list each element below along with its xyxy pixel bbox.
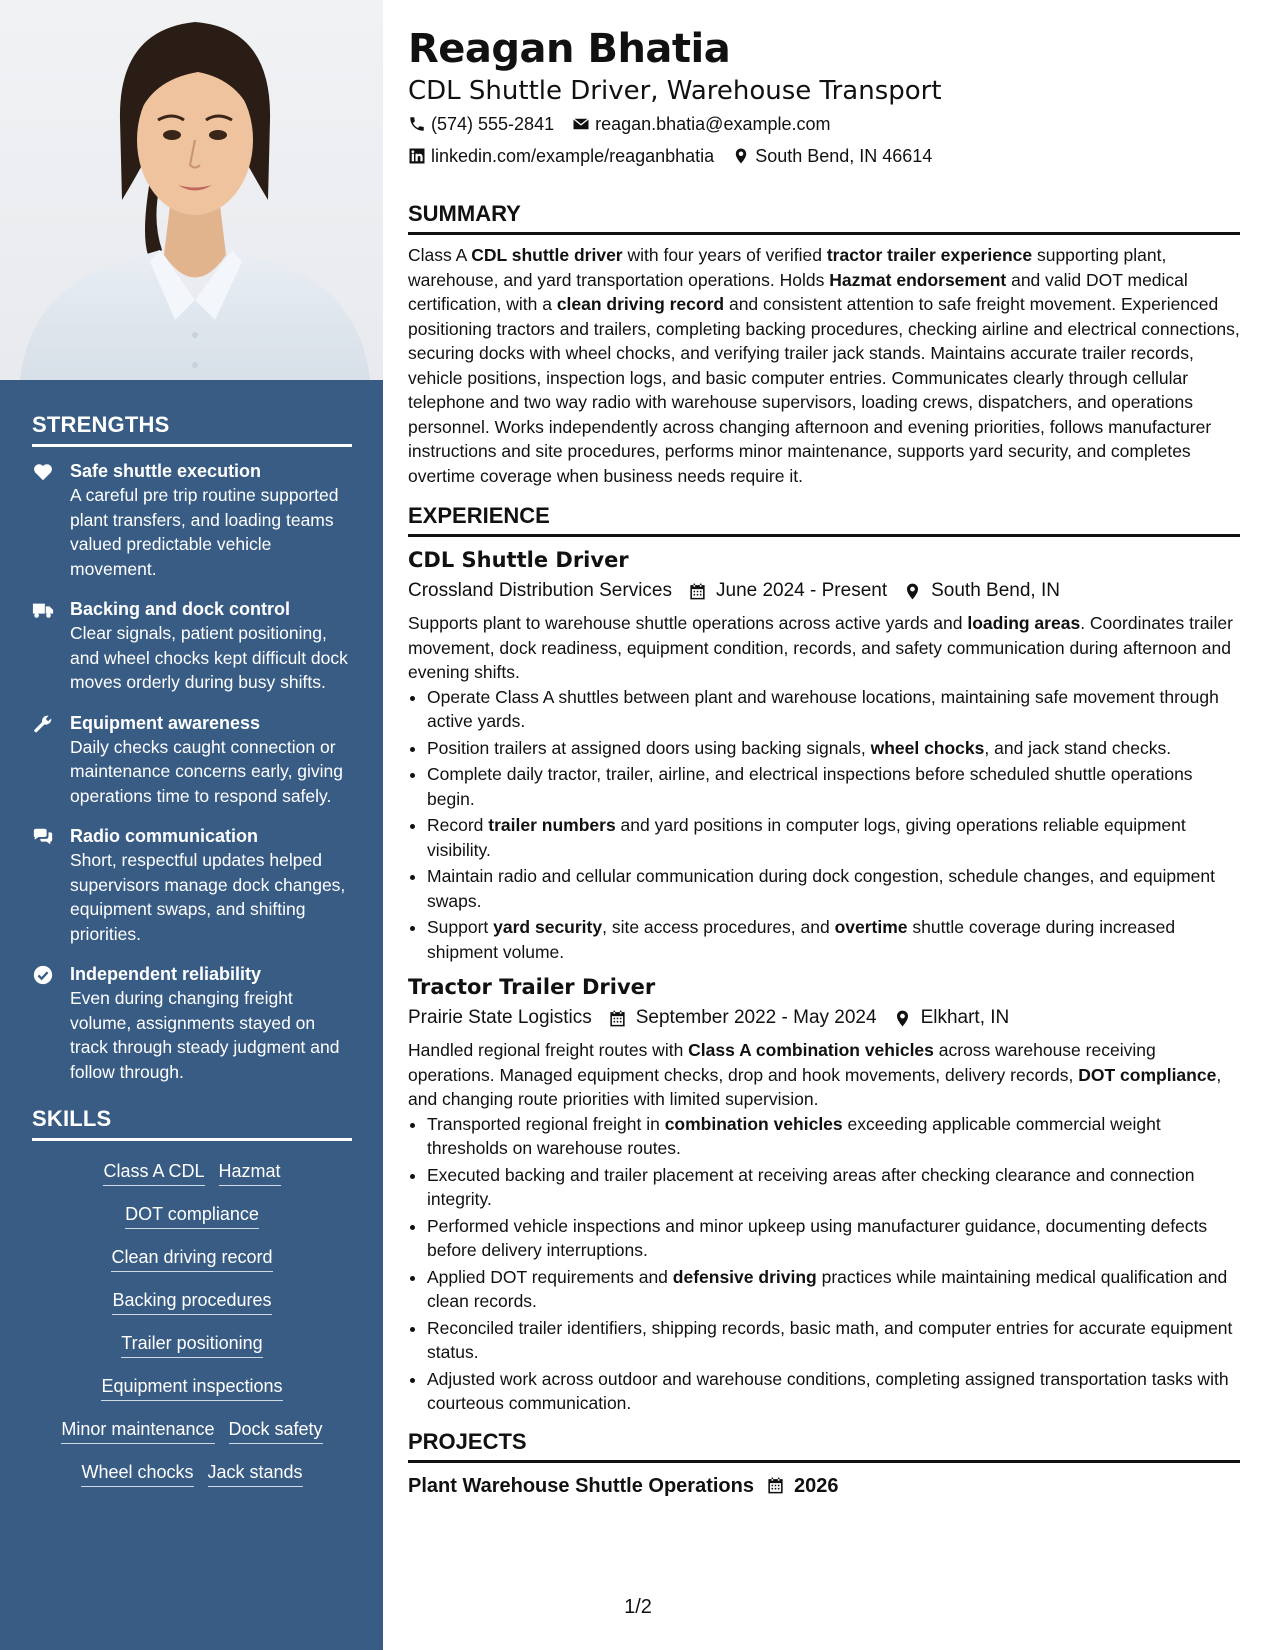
job-location: Elkhart, IN bbox=[920, 1007, 1010, 1028]
chat-icon bbox=[32, 826, 54, 848]
body-text: supporting plant, warehouse, and yard transportation operations. Holds bbox=[408, 245, 1167, 290]
body-text: with four years of verified bbox=[622, 245, 827, 265]
bullet-item bbox=[427, 1316, 1240, 1365]
envelope-icon bbox=[572, 115, 590, 133]
linkedin-text: linkedin.com/example/reaganbhatia bbox=[431, 146, 715, 166]
body-text: Handled regional freight routes with bbox=[408, 1040, 689, 1060]
location-text: South Bend, IN 46614 bbox=[755, 146, 933, 166]
job-location: South Bend, IN bbox=[931, 580, 1060, 601]
job-entry bbox=[408, 972, 1240, 1416]
body-text: and consistent attention to safe freight movement. Experienced positioning tractors and trailers, completing backing procedures, checking airline and electrical connections, securing docks with wheel chocks, and verifying trailer jack stands. Maintains accurate trailer records, vehicle positions, inspection logs, and basic computer entries. Communicates clearly through cellular telephone and two way radio with warehouse supervisors, loading crews, dispatchers, and operations personnel. Works independently across changing afternoon and evening priorities, follows manufacturer instructions and site procedures, performs minor maintenance, supports yard security, and completes overtime coverage when business needs require it. bbox=[408, 294, 1240, 486]
job-company: Crossland Distribution Services bbox=[408, 580, 672, 601]
emphasis-text: loading areas bbox=[967, 613, 1081, 633]
bullet-item bbox=[427, 915, 1240, 964]
job-bullets bbox=[408, 1112, 1240, 1416]
strength-title: Backing and dock control bbox=[70, 599, 291, 619]
bullet-item bbox=[427, 864, 1240, 913]
candidate-headline: CDL Shuttle Driver, Warehouse Transport bbox=[408, 76, 942, 106]
phone-text: (574) 555-2841 bbox=[431, 114, 555, 134]
sidebar bbox=[0, 0, 383, 1650]
linkedin-contact[interactable] bbox=[408, 140, 714, 172]
email-contact[interactable] bbox=[572, 108, 830, 140]
bullet-item bbox=[427, 1163, 1240, 1212]
body-text: Support bbox=[427, 917, 494, 937]
skill-tag: Minor maintenance bbox=[61, 1417, 214, 1444]
emphasis-text: DOT compliance bbox=[1078, 1064, 1217, 1085]
page-number: 1/2 bbox=[624, 1596, 652, 1618]
check-circle-icon bbox=[32, 964, 54, 986]
body-text: Complete daily tractor, trailer, airline, and electrical inspections before scheduled shuttle operations begin. bbox=[427, 764, 1193, 809]
body-text: and yard positions in computer logs, giving operations reliable equipment visibility. bbox=[427, 815, 1186, 860]
bullet-item bbox=[427, 762, 1240, 811]
experience-section bbox=[408, 502, 1240, 1416]
emphasis-text: yard security bbox=[493, 917, 603, 937]
profile-photo bbox=[0, 0, 383, 380]
emphasis-text: wheel chocks bbox=[870, 737, 985, 758]
summary-section bbox=[408, 200, 1240, 488]
main-content bbox=[408, 24, 1240, 1501]
job-meta bbox=[408, 1002, 1240, 1034]
emphasis-text: defensive driving bbox=[672, 1266, 817, 1287]
emphasis-text: clean driving record bbox=[556, 294, 725, 314]
body-text: Position trailers at assigned doors using backing signals, bbox=[427, 737, 871, 758]
skill-tag: Equipment inspections bbox=[101, 1374, 282, 1401]
strength-title: Radio communication bbox=[70, 826, 259, 846]
strength-description: Even during changing freight volume, assignments stayed on track through steady judgment and follow through. bbox=[70, 988, 340, 1082]
strength-title: Independent reliability bbox=[70, 964, 262, 984]
body-text: Record bbox=[427, 815, 489, 835]
projects-heading: PROJECTS bbox=[408, 1428, 1240, 1463]
projects-section bbox=[408, 1428, 1240, 1501]
bullet-item bbox=[427, 1214, 1240, 1263]
body-text: shuttle coverage during increased shipment volume. bbox=[427, 917, 1176, 962]
skill-tag: Clean driving record bbox=[111, 1245, 272, 1272]
strength-item bbox=[32, 824, 352, 946]
job-entry bbox=[408, 545, 1240, 964]
map-pin-icon bbox=[893, 1009, 912, 1028]
experience-heading: EXPERIENCE bbox=[408, 502, 1240, 537]
calendar-icon bbox=[766, 1476, 785, 1495]
job-intro bbox=[408, 1038, 1240, 1112]
sidebar-content bbox=[32, 412, 352, 1503]
job-title: Tractor Trailer Driver bbox=[408, 975, 656, 999]
bullet-item bbox=[427, 685, 1240, 734]
body-text: Operate Class A shuttles between plant and warehouse locations, maintaining safe movement through active yards. bbox=[427, 686, 1219, 731]
emphasis-text: CDL shuttle driver bbox=[471, 245, 623, 265]
contact-row bbox=[408, 108, 1240, 140]
heart-icon bbox=[32, 461, 54, 483]
emphasis-text: Class A combination vehicles bbox=[688, 1040, 934, 1060]
body-text: Executed backing and trailer placement at receiving areas after checking clearance and connection integrity. bbox=[427, 1164, 1195, 1209]
strength-description: Daily checks caught connection or maintenance concerns early, giving operations time to respond safely. bbox=[70, 736, 344, 806]
bullet-item bbox=[427, 813, 1240, 862]
body-text: exceeding applicable commercial weight thresholds on warehouse routes. bbox=[427, 1113, 1161, 1158]
body-text: . Coordinates trailer movement, dock readiness, equipment condition, records, and safety communication during afternoon and evening shifts. bbox=[408, 613, 1233, 682]
body-text: across warehouse receiving operations. Managed equipment checks, drop and hook movements, delivery records, bbox=[408, 1040, 1156, 1085]
skill-tag: Backing procedures bbox=[112, 1288, 271, 1315]
job-intro bbox=[408, 611, 1240, 685]
skill-tag: Wheel chocks bbox=[81, 1460, 193, 1487]
body-text: , and jack stand checks. bbox=[984, 737, 1172, 758]
emphasis-text: Hazmat endorsement bbox=[829, 269, 1007, 290]
contact-row bbox=[408, 140, 1240, 172]
emphasis-text: overtime bbox=[834, 917, 908, 937]
body-text: Class A bbox=[408, 245, 472, 265]
job-company: Prairie State Logistics bbox=[408, 1007, 592, 1028]
skills-heading: SKILLS bbox=[32, 1106, 352, 1141]
truck-icon bbox=[32, 599, 54, 621]
skill-tag: DOT compliance bbox=[125, 1202, 259, 1229]
summary-text bbox=[408, 243, 1240, 488]
skill-tag: Dock safety bbox=[229, 1417, 323, 1444]
skill-tag: Class A CDL bbox=[103, 1159, 204, 1186]
job-bullets bbox=[408, 685, 1240, 965]
map-pin-icon bbox=[903, 582, 922, 601]
skill-tag: Trailer positioning bbox=[121, 1331, 262, 1358]
bullet-item bbox=[427, 1367, 1240, 1416]
emphasis-text: combination vehicles bbox=[664, 1113, 843, 1134]
portrait-illustration bbox=[0, 0, 383, 380]
job-dates: June 2024 - Present bbox=[716, 580, 888, 601]
strength-description: A careful pre trip routine supported plant transfers, and loading teams valued predictable vehicle movement. bbox=[70, 485, 339, 579]
body-text: and valid DOT medical certification, with a bbox=[408, 269, 1188, 314]
body-text: Maintain radio and cellular communication during dock congestion, schedule changes, and equipment swaps. bbox=[427, 866, 1215, 911]
strength-item bbox=[32, 459, 352, 581]
candidate-name: Reagan Bhatia bbox=[408, 26, 731, 72]
body-text: Applied DOT requirements and bbox=[427, 1266, 673, 1287]
body-text: , and changing route priorities with limited supervision. bbox=[408, 1064, 1222, 1109]
location-contact bbox=[732, 140, 932, 172]
linkedin-icon bbox=[408, 147, 426, 165]
wrench-icon bbox=[32, 713, 54, 735]
body-text: Transported regional freight in bbox=[427, 1113, 665, 1134]
emphasis-text: trailer numbers bbox=[488, 815, 616, 835]
calendar-icon bbox=[608, 1009, 627, 1028]
strength-title: Safe shuttle execution bbox=[70, 461, 262, 481]
strength-item bbox=[32, 711, 352, 809]
phone-icon bbox=[408, 115, 426, 133]
strength-description: Short, respectful updates helped supervisors manage dock changes, equipment swaps, and shifting priorities. bbox=[70, 850, 346, 944]
email-text: reagan.bhatia@example.com bbox=[595, 114, 831, 134]
body-text: Supports plant to warehouse shuttle operations across active yards and bbox=[408, 613, 968, 633]
strength-item bbox=[32, 597, 352, 695]
body-text: Reconciled trailer identifiers, shipping records, basic math, and computer entries for accurate equipment status. bbox=[427, 1317, 1233, 1362]
calendar-icon bbox=[688, 582, 707, 601]
bullet-item bbox=[427, 736, 1240, 761]
skills-list bbox=[32, 1153, 352, 1487]
job-meta bbox=[408, 575, 1240, 607]
strength-item bbox=[32, 962, 352, 1084]
bullet-item bbox=[427, 1265, 1240, 1314]
project-title: Plant Warehouse Shuttle Operations bbox=[408, 1474, 754, 1497]
emphasis-text: tractor trailer experience bbox=[826, 245, 1033, 265]
strengths-heading: STRENGTHS bbox=[32, 412, 352, 447]
strength-description: Clear signals, patient positioning, and wheel chocks kept difficult dock moves orderly during busy shifts. bbox=[70, 623, 348, 692]
job-dates: September 2022 - May 2024 bbox=[635, 1007, 877, 1028]
bullet-item bbox=[427, 1112, 1240, 1161]
body-text: , site access procedures, and bbox=[602, 917, 835, 937]
job-title: CDL Shuttle Driver bbox=[408, 548, 629, 572]
project-entry bbox=[408, 1471, 1240, 1501]
body-text: practices while maintaining medical qualification and clean records. bbox=[427, 1266, 1228, 1311]
project-date: 2026 bbox=[793, 1474, 839, 1497]
skill-tag: Hazmat bbox=[219, 1159, 281, 1186]
map-pin-icon bbox=[732, 147, 750, 165]
phone-contact[interactable] bbox=[408, 108, 554, 140]
skill-tag: Jack stands bbox=[208, 1460, 303, 1487]
summary-heading: SUMMARY bbox=[408, 200, 1240, 235]
body-text: Performed vehicle inspections and minor upkeep using manufacturer guidance, documenting defects before delivery interruptions. bbox=[427, 1215, 1208, 1260]
strength-title: Equipment awareness bbox=[70, 712, 261, 733]
body-text: Adjusted work across outdoor and warehouse conditions, completing assigned transportation tasks with courteous communication. bbox=[427, 1368, 1229, 1413]
